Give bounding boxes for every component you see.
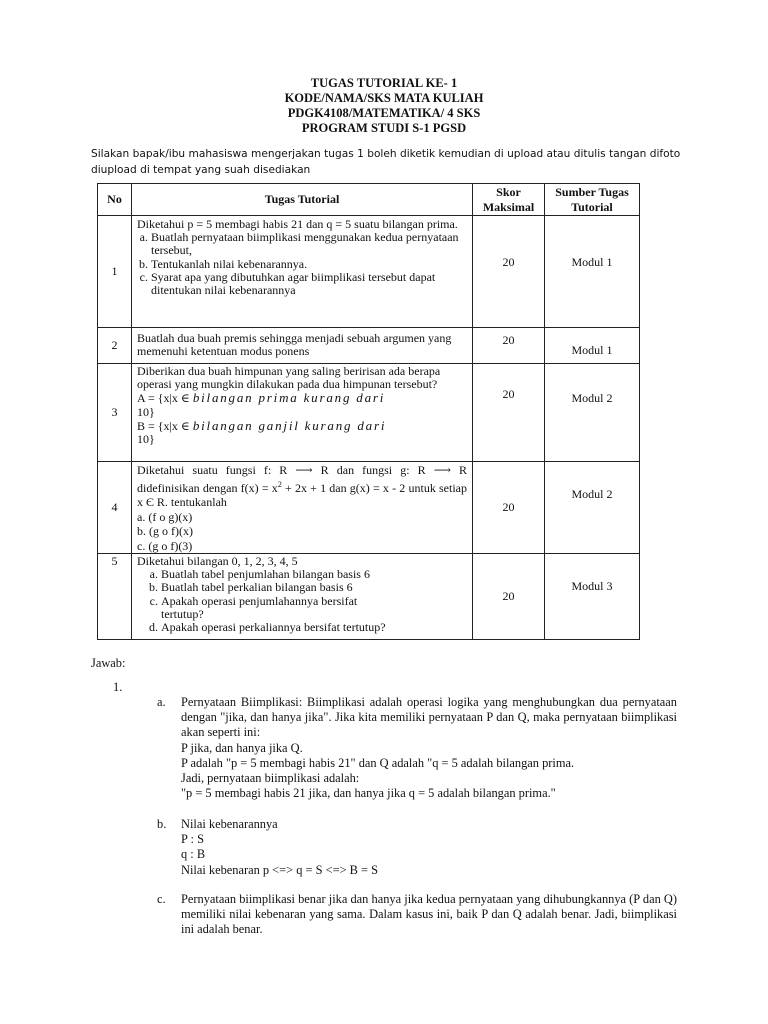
score-cell: 20	[473, 216, 545, 328]
source-cell: Modul 2	[545, 462, 640, 554]
answer-number: 1.	[113, 680, 123, 694]
answer-b-marker: b.	[157, 817, 167, 831]
source-cell: Modul 2	[545, 364, 640, 462]
table-row	[98, 216, 640, 328]
source-cell: Modul 1	[545, 216, 640, 328]
source-cell: Modul 1	[545, 328, 640, 364]
header-title: TUGAS TUTORIAL KE- 1	[310, 76, 458, 90]
list-item: c. Apakah operasi penjumlahannya bersifat tertutup?	[161, 595, 467, 621]
list-item: a. Buatlah tabel penjumlahan bilangan basis 6	[161, 568, 467, 581]
answer-label: Jawab:	[91, 656, 126, 670]
set-b: B = {x|x ∈ bilangan ganjil kurang dari	[137, 417, 387, 433]
table-row	[98, 364, 640, 462]
list-item: d. Apakah operasi perkaliannya bersifat tertutup?	[161, 621, 467, 634]
score-cell: 20	[473, 462, 545, 554]
header-course-code: PDGK4108/MATEMATIKA/ 4 SKS	[287, 106, 481, 120]
header-source: Sumber Tugas Tutorial	[545, 184, 640, 216]
document-header	[0, 76, 768, 136]
header-task: Tugas Tutorial	[132, 184, 473, 216]
task-cell: Diketahui p = 5 membagi habis 21 dan q = 5 suatu bilangan prima. a. Buatlah pernyataan biimplikasi menggunakan kedua pernyataan tersebut, b. Tentukanlah nilai kebenarannya. c. Syarat apa yang dibutuhkan agar biimplikasi tersebut dapat ditentukan nilai kebenarannya	[132, 216, 473, 328]
list-item: b. Buatlah tabel perkalian bilangan basis 6	[161, 581, 467, 594]
row-number: 4	[98, 462, 132, 554]
table-row	[98, 462, 640, 554]
table-row	[98, 554, 640, 640]
header-course-label: KODE/NAMA/SKS MATA KULIAH	[284, 91, 484, 105]
task-cell: Diberikan dua buah himpunan yang saling beririsan ada berapa operasi yang mungkin dilakukan pada dua himpunan tersebut? A = {x|x ∈ bilangan prima kurang dari 10} B = {x|x ∈ bilangan ganjil kurang dari 10}	[132, 364, 473, 462]
header-score: Skor Maksimal	[473, 184, 545, 216]
list-item: a. (f o g)(x)	[137, 509, 193, 524]
set-a: A = {x|x ∈ bilangan prima kurang dari	[137, 390, 386, 406]
list-item: c. Syarat apa yang dibutuhkan agar biimplikasi tersebut dapat ditentukan nilai kebenarannya	[151, 271, 467, 297]
list-item: b. Tentukanlah nilai kebenarannya.	[151, 258, 467, 271]
source-cell: Modul 3	[545, 554, 640, 640]
task-subitems	[137, 568, 467, 634]
answer-c-marker: c.	[157, 892, 166, 906]
task-subitems	[137, 231, 467, 297]
row-number: 5	[98, 554, 132, 640]
task-cell: Buatlah dua buah premis sehingga menjadi sebuah argumen yang memenuhi ketentuan modus ponens	[132, 328, 473, 364]
row-number: 3	[98, 364, 132, 462]
list-item: c. (g o f)(3)	[137, 538, 193, 553]
answer-a-marker: a.	[157, 695, 166, 709]
task-table	[97, 183, 640, 640]
score-cell: 20	[473, 328, 545, 364]
list-item: a. Buatlah pernyataan biimplikasi menggunakan kedua pernyataan tersebut,	[151, 231, 467, 257]
answer-a: a. Pernyataan Biimplikasi: Biimplikasi adalah operasi logika yang menghubungkan dua pernyataan dengan "jika, dan hanya jika". Jika kita memiliki pernyataan P dan Q, maka pernyataan biimplikasi akan seperti ini: P jika, dan hanya jika Q. P adalah "p = 5 membagi habis 21" dan Q adalah "q = 5 adalah bilangan prima. Jadi, pernyataan biimplikasi adalah: "p = 5 membagi habis 21 jika, dan hanya jika q = 5 adalah bilangan prima."	[157, 695, 677, 801]
table-header-row	[98, 184, 640, 216]
task-cell: Diketahui bilangan 0, 1, 2, 3, 4, 5 a. Buatlah tabel penjumlahan bilangan basis 6 b. Buatlah tabel perkalian bilangan basis 6 c. Apakah operasi penjumlahannya bersifat tertutup? d. Apakah operasi perkaliannya bersifat tertutup?	[132, 554, 473, 640]
score-cell: 20	[473, 364, 545, 462]
table-row	[98, 328, 640, 364]
row-number: 1	[98, 216, 132, 328]
answer-b: b. Nilai kebenarannya P : S q : B Nilai kebenaran p <=> q = S <=> B = S	[157, 817, 378, 877]
instructions-text: Silakan bapak/ibu mahasiswa mengerjakan tugas 1 boleh diketik kemudian di upload atau ditulis tangan difoto diupload di tempat yang suah disediakan	[91, 148, 681, 176]
list-item: b. (g o f)(x)	[137, 524, 193, 538]
row-number: 2	[98, 328, 132, 364]
function-definition: Diketahui suatu fungsi f: R ⟶ R dan fungsi g: R ⟶ R didefinisikan dengan $f(x) = x^2 + 2x + 1$ dan g(x) = x - 2 untuk setiap x Є R. tentukanlah	[137, 463, 467, 509]
score-cell: 20	[473, 554, 545, 640]
header-program: PROGRAM STUDI S-1 PGSD	[301, 121, 467, 135]
header-no: No	[98, 184, 132, 216]
task-cell	[132, 462, 473, 554]
answer-c: c. Pernyataan biimplikasi benar jika dan hanya jika kedua pernyataan yang dihubungkannya (P dan Q) memiliki nilai kebenaran yang sama. Dalam kasus ini, baik P dan Q adalah benar. Jadi, biimplikasi ini adalah benar.	[157, 892, 677, 937]
